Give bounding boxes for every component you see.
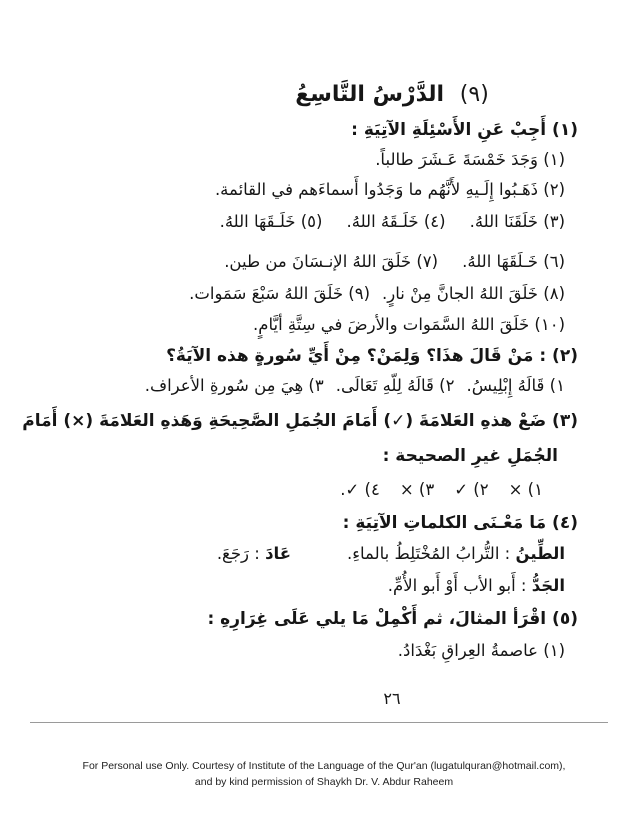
- footer: [10, 758, 638, 790]
- lesson-number: (٩): [459, 82, 489, 107]
- word-term: الطِّينُ: [515, 544, 565, 563]
- footer-line: and by kind permission of Shaykh Dr. V. Abdur Raheem: [194, 776, 454, 788]
- section-4-heading: (٤) مَا مَعْـنَى الكلماتِ الآتِيَةِ :: [342, 513, 578, 533]
- section-1-answer: (٢) ذَهَـبُوا إِلَـيهِ لأَنَّهُم ما وَجَدُوا أَسماءَهم في القائمة.: [214, 180, 565, 199]
- section-1-answer-row: [20, 279, 565, 309]
- word-meaning: : أَبو الأب أَوْ أَبو الأُمِّ.: [387, 576, 532, 595]
- section-2-answer: ٢) قَالَهُ لِلّهِ تَعَالَى.: [335, 376, 455, 395]
- section-3-answer: ١) ×: [508, 480, 543, 499]
- section-1-answer-row: [20, 247, 565, 277]
- section-3-heading: (٣) ضَعْ هذهِ العَلامَةَ (✓) أَمَامَ الجُمَلِ الصَّحِيحَةِ وَهَذهِ العَلامَةَ (×) أَمَامَ: [22, 411, 578, 431]
- page-number: ٢٦: [383, 689, 401, 708]
- section-1-answer: (١) وَجَدَ خَمْسَةَ عَـشَرَ طالباً.: [375, 150, 565, 169]
- section-1-answer: (٣) خَلَقَنَا اللهُ.: [469, 212, 565, 231]
- section-1-answer: (٤) خَلَـقَهُ اللهُ.: [346, 212, 446, 231]
- section-5-heading: (٥) اقْرَأ المثالَ، ثم أَكْمِلْ مَا يلي عَلَى غِرَارِهِ :: [207, 609, 578, 629]
- section-3-heading-continued: الجُمَلِ غيرِ الصحيحة :: [382, 446, 558, 466]
- section-2-heading: (٢) : مَنْ قَالَ هذَا؟ وَلِمَنْ؟ مِنْ أَيِّ سُورةٍ هذه الآيَةُ؟: [166, 346, 578, 366]
- section-1-heading: (١) أَجِبْ عَنِ الأَسْئِلَةِ الآتِيَةِ :: [351, 120, 578, 140]
- section-1-answer: (٩) خَلَقَ اللهُ سَبْعَ سَمَوات.: [189, 284, 371, 303]
- footer-divider: [30, 722, 608, 723]
- section-3-answer: ٣) ×: [399, 480, 435, 499]
- section-2-answer: ١) قَالَهُ إِبْلِيسُ.: [466, 376, 565, 395]
- lesson-title-text: الدَّرْسُ التَّاسِعُ: [295, 82, 445, 107]
- section-2-answer-row: [20, 371, 565, 401]
- section-1-answer: (٧) خَلَقَ اللهُ الإنـسَانَ من طين.: [224, 252, 439, 271]
- lesson-title: [192, 78, 592, 112]
- section-1-answer: (٦) خَـلَقَهَا اللهُ.: [462, 252, 565, 271]
- word-meaning: : التُّرابُ المُخْتَلِطُ بالماءِ.: [347, 544, 516, 563]
- section-1-answer: (١٠) خَلَقَ اللهُ السَّمَوات والأرضَ في سِتَّةِ أيَّامٍ.: [252, 315, 565, 334]
- section-1-answer: (٥) خَلَـقَهَا اللهُ.: [219, 212, 323, 231]
- section-1-answer-row: [20, 207, 565, 237]
- section-1-answer: (٨) خَلَقَ اللهُ الجانَّ مِنْ نارٍ.: [382, 284, 565, 303]
- word-meaning: : رَجَعَ.: [216, 544, 266, 563]
- word-definition: [20, 571, 565, 601]
- word-definition: [217, 539, 291, 569]
- section-5-example: (١) عاصمةُ العِراقِ بَغْدَادُ.: [397, 641, 565, 660]
- word-definition: [347, 539, 565, 569]
- section-3-answer: ٤) ✓.: [340, 480, 380, 499]
- section-3-answer-row: [20, 475, 543, 505]
- footer-line: For Personal use Only. Courtesy of Institute of the Language of the Qur'an (lugatulquran@hotmail.com),: [82, 760, 566, 772]
- section-3-answer: ٢) ✓: [454, 480, 489, 499]
- section-4-word-row: [20, 539, 565, 569]
- word-term: الجَدُّ: [531, 576, 565, 595]
- section-2-answer: ٣) هِيَ مِن سُورةِ الأعراف.: [144, 376, 324, 395]
- word-term: عَادَ: [265, 544, 291, 563]
